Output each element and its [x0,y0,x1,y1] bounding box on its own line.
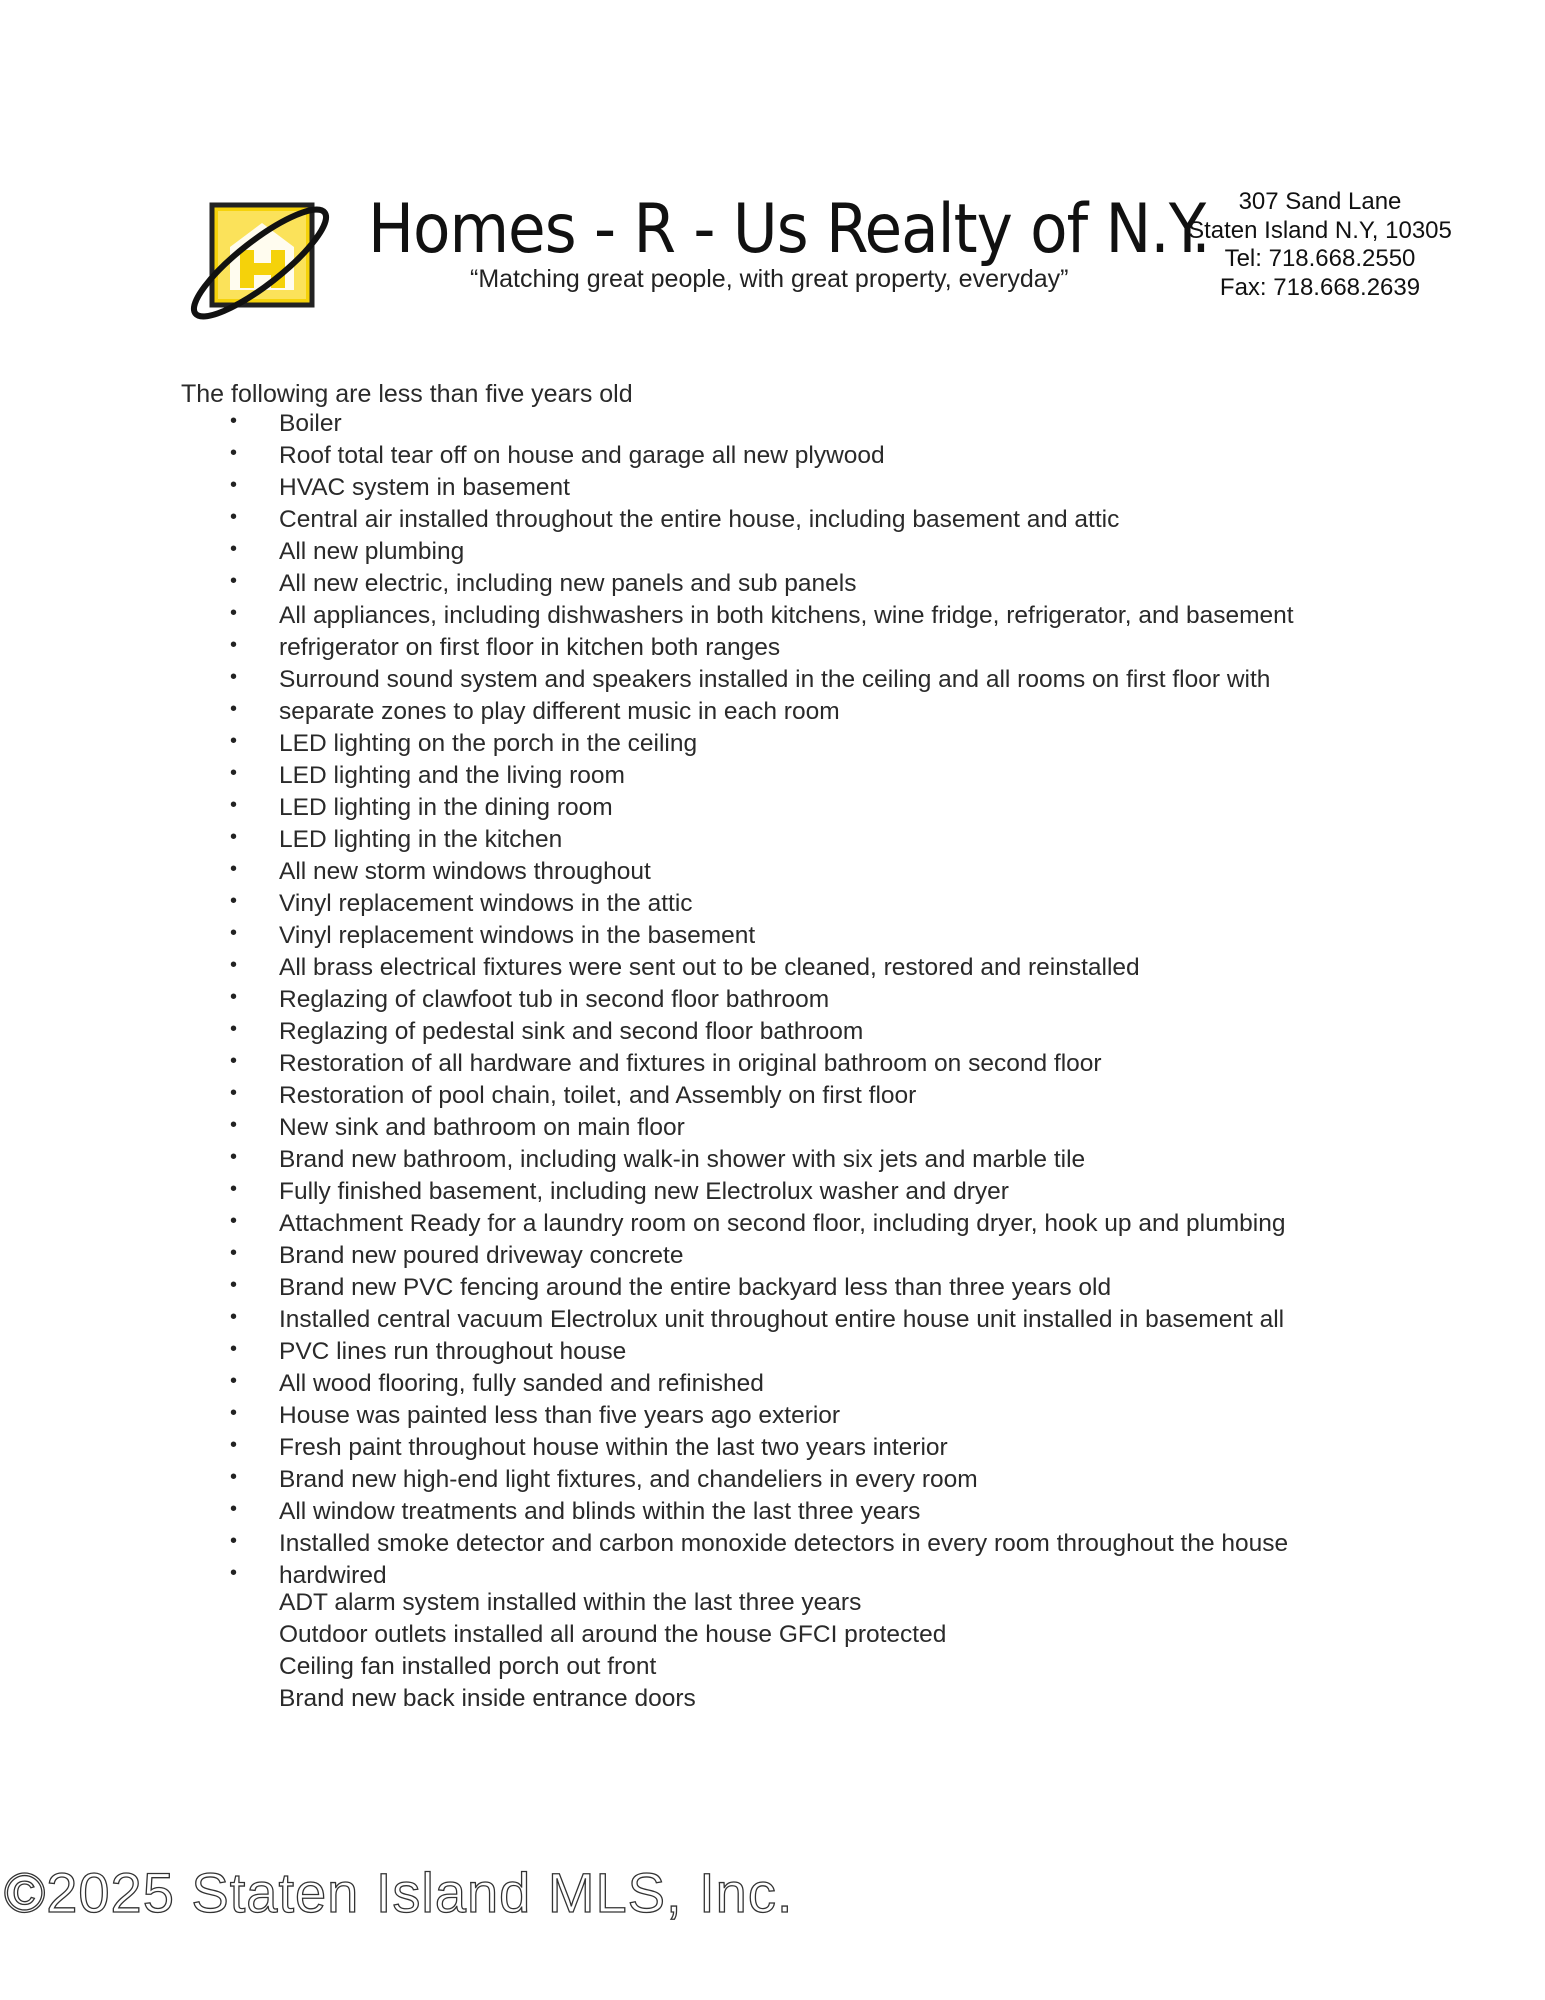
list-item-text: All new storm windows throughout [279,858,651,885]
list-item [0,1337,1545,1369]
contact-block [1180,188,1460,302]
list-item-text: PVC lines run throughout house [279,1338,627,1365]
feature-list [0,409,1545,1593]
list-item-text: Attachment Ready for a laundry room on second floor, including dryer, hook up and plumbing [279,1210,1286,1237]
house-h-logo-icon [185,195,335,325]
bullet-icon: • [230,506,238,528]
list-item [0,505,1545,537]
bullet-icon: • [230,922,238,944]
list-item-text: Brand new bathroom, including walk-in shower with six jets and marble tile [279,1146,1086,1173]
bullet-icon: • [230,986,238,1008]
bullet-icon: • [230,858,238,880]
list-item [0,1497,1545,1529]
bullet-icon: • [230,1402,238,1424]
bullet-icon: • [230,1466,238,1488]
list-item-text: LED lighting and the living room [279,762,625,789]
bullet-icon: • [230,1242,238,1264]
list-item-text: Reglazing of pedestal sink and second floor bathroom [279,1018,864,1045]
address-line2: Staten Island N.Y, 10305 [1188,216,1452,244]
list-item [0,857,1545,889]
bullet-icon: • [230,410,238,432]
list-item-text: LED lighting in the kitchen [279,826,563,853]
additional-feature-line: Brand new back inside entrance doors [279,1685,696,1712]
bullet-icon: • [230,1562,238,1584]
list-item-text: Vinyl replacement windows in the basement [279,922,756,949]
bullet-icon: • [230,666,238,688]
list-item [0,1433,1545,1465]
list-item-text: HVAC system in basement [279,474,570,501]
list-item-text: All window treatments and blinds within the last three years [279,1498,921,1525]
bullet-icon: • [230,698,238,720]
list-item-text: hardwired [279,1562,387,1589]
bullet-icon: • [230,1530,238,1552]
list-item-text: Boiler [279,410,342,437]
list-item [0,441,1545,473]
list-item [0,729,1545,761]
bullet-icon: • [230,1434,238,1456]
list-item-text: LED lighting in the dining room [279,794,613,821]
list-item [0,601,1545,633]
list-item [0,825,1545,857]
list-item-text: Restoration of all hardware and fixtures in original bathroom on second floor [279,1050,1102,1077]
list-item [0,1241,1545,1273]
list-item-text: refrigerator on first floor in kitchen both ranges [279,634,781,661]
bullet-icon: • [230,1210,238,1232]
list-item-text: All new electric, including new panels and sub panels [279,570,857,597]
list-item [0,697,1545,729]
list-item-text: All brass electrical fixtures were sent out to be cleaned, restored and reinstalled [279,954,1140,981]
list-item-text: LED lighting on the porch in the ceiling [279,730,698,757]
additional-feature-line: ADT alarm system installed within the last three years [279,1589,862,1616]
list-item-text: All appliances, including dishwashers in both kitchens, wine fridge, refrigerator, and basement [279,602,1294,629]
bullet-icon: • [230,474,238,496]
phone-number: Tel: 718.668.2550 [1224,245,1416,272]
bullet-icon: • [230,538,238,560]
list-item [0,665,1545,697]
bullet-icon: • [230,1178,238,1200]
bullet-icon: • [230,1114,238,1136]
additional-feature-line: Outdoor outlets installed all around the house GFCI protected [279,1621,947,1648]
bullet-icon: • [230,1370,238,1392]
list-item [0,1273,1545,1305]
list-item-text: Installed central vacuum Electrolux unit throughout entire house unit installed in basement all [279,1306,1285,1333]
list-item-text: Brand new high-end light fixtures, and chandeliers in every room [279,1466,978,1493]
additional-features [279,1588,946,1716]
additional-feature-line: Ceiling fan installed porch out front [279,1653,657,1680]
list-item-text: Vinyl replacement windows in the attic [279,890,693,917]
list-item-text: Reglazing of clawfoot tub in second floor bathroom [279,986,830,1013]
bullet-icon: • [230,602,238,624]
bullet-icon: • [230,442,238,464]
address-line1: 307 Sand Lane [1238,188,1402,215]
list-item-text: Brand new PVC fencing around the entire backyard less than three years old [279,1274,1112,1301]
list-item-text: separate zones to play different music in each room [279,698,840,725]
tagline: “Matching great people, with great property, everyday” [470,265,1069,293]
list-item [0,473,1545,505]
company-name: Homes - R - Us Realty of N.Y. [368,190,1210,269]
bullet-icon: • [230,826,238,848]
list-item [0,1305,1545,1337]
list-item [0,1465,1545,1497]
list-item [0,793,1545,825]
list-item [0,1369,1545,1401]
list-item [0,537,1545,569]
bullet-icon: • [230,1018,238,1040]
bullet-icon: • [230,1338,238,1360]
list-item [0,409,1545,441]
list-item-text: All new plumbing [279,538,465,565]
list-item [0,1049,1545,1081]
bullet-icon: • [230,570,238,592]
bullet-icon: • [230,762,238,784]
list-item-text: All wood flooring, fully sanded and refinished [279,1370,764,1397]
list-item-text: New sink and bathroom on main floor [279,1114,685,1141]
list-item [0,889,1545,921]
bullet-icon: • [230,1274,238,1296]
bullet-icon: • [230,954,238,976]
list-item [0,1529,1545,1561]
list-item-text: Central air installed throughout the entire house, including basement and attic [279,506,1120,533]
list-item-text: Surround sound system and speakers installed in the ceiling and all rooms on first floor with [279,666,1271,693]
list-item-text: Fully finished basement, including new Electrolux washer and dryer [279,1178,1009,1205]
list-item [0,1017,1545,1049]
list-item [0,1177,1545,1209]
copyright-watermark: ©2025 Staten Island MLS, Inc. [4,1861,794,1924]
list-item-text: Roof total tear off on house and garage all new plywood [279,442,885,469]
list-item [0,1209,1545,1241]
bullet-icon: • [230,1082,238,1104]
bullet-icon: • [230,1050,238,1072]
list-item-text: Installed smoke detector and carbon monoxide detectors in every room throughout the house [279,1530,1289,1557]
list-item [0,1401,1545,1433]
list-item [0,1113,1545,1145]
list-item [0,985,1545,1017]
list-item [0,1081,1545,1113]
bullet-icon: • [230,634,238,656]
list-item [0,569,1545,601]
list-item-text: House was painted less than five years ago exterior [279,1402,841,1429]
list-item [0,921,1545,953]
list-item-text: Restoration of pool chain, toilet, and Assembly on first floor [279,1082,917,1109]
bullet-icon: • [230,890,238,912]
list-item [0,953,1545,985]
list-item-text: Fresh paint throughout house within the last two years interior [279,1434,948,1461]
list-item [0,1145,1545,1177]
bullet-icon: • [230,1146,238,1168]
intro-text: The following are less than five years old [181,380,633,408]
bullet-icon: • [230,1498,238,1520]
list-item [0,761,1545,793]
fax-number: Fax: 718.668.2639 [1219,273,1421,301]
bullet-icon: • [230,794,238,816]
bullet-icon: • [230,1306,238,1328]
bullet-icon: • [230,730,238,752]
list-item-text: Brand new poured driveway concrete [279,1242,684,1269]
list-item [0,633,1545,665]
